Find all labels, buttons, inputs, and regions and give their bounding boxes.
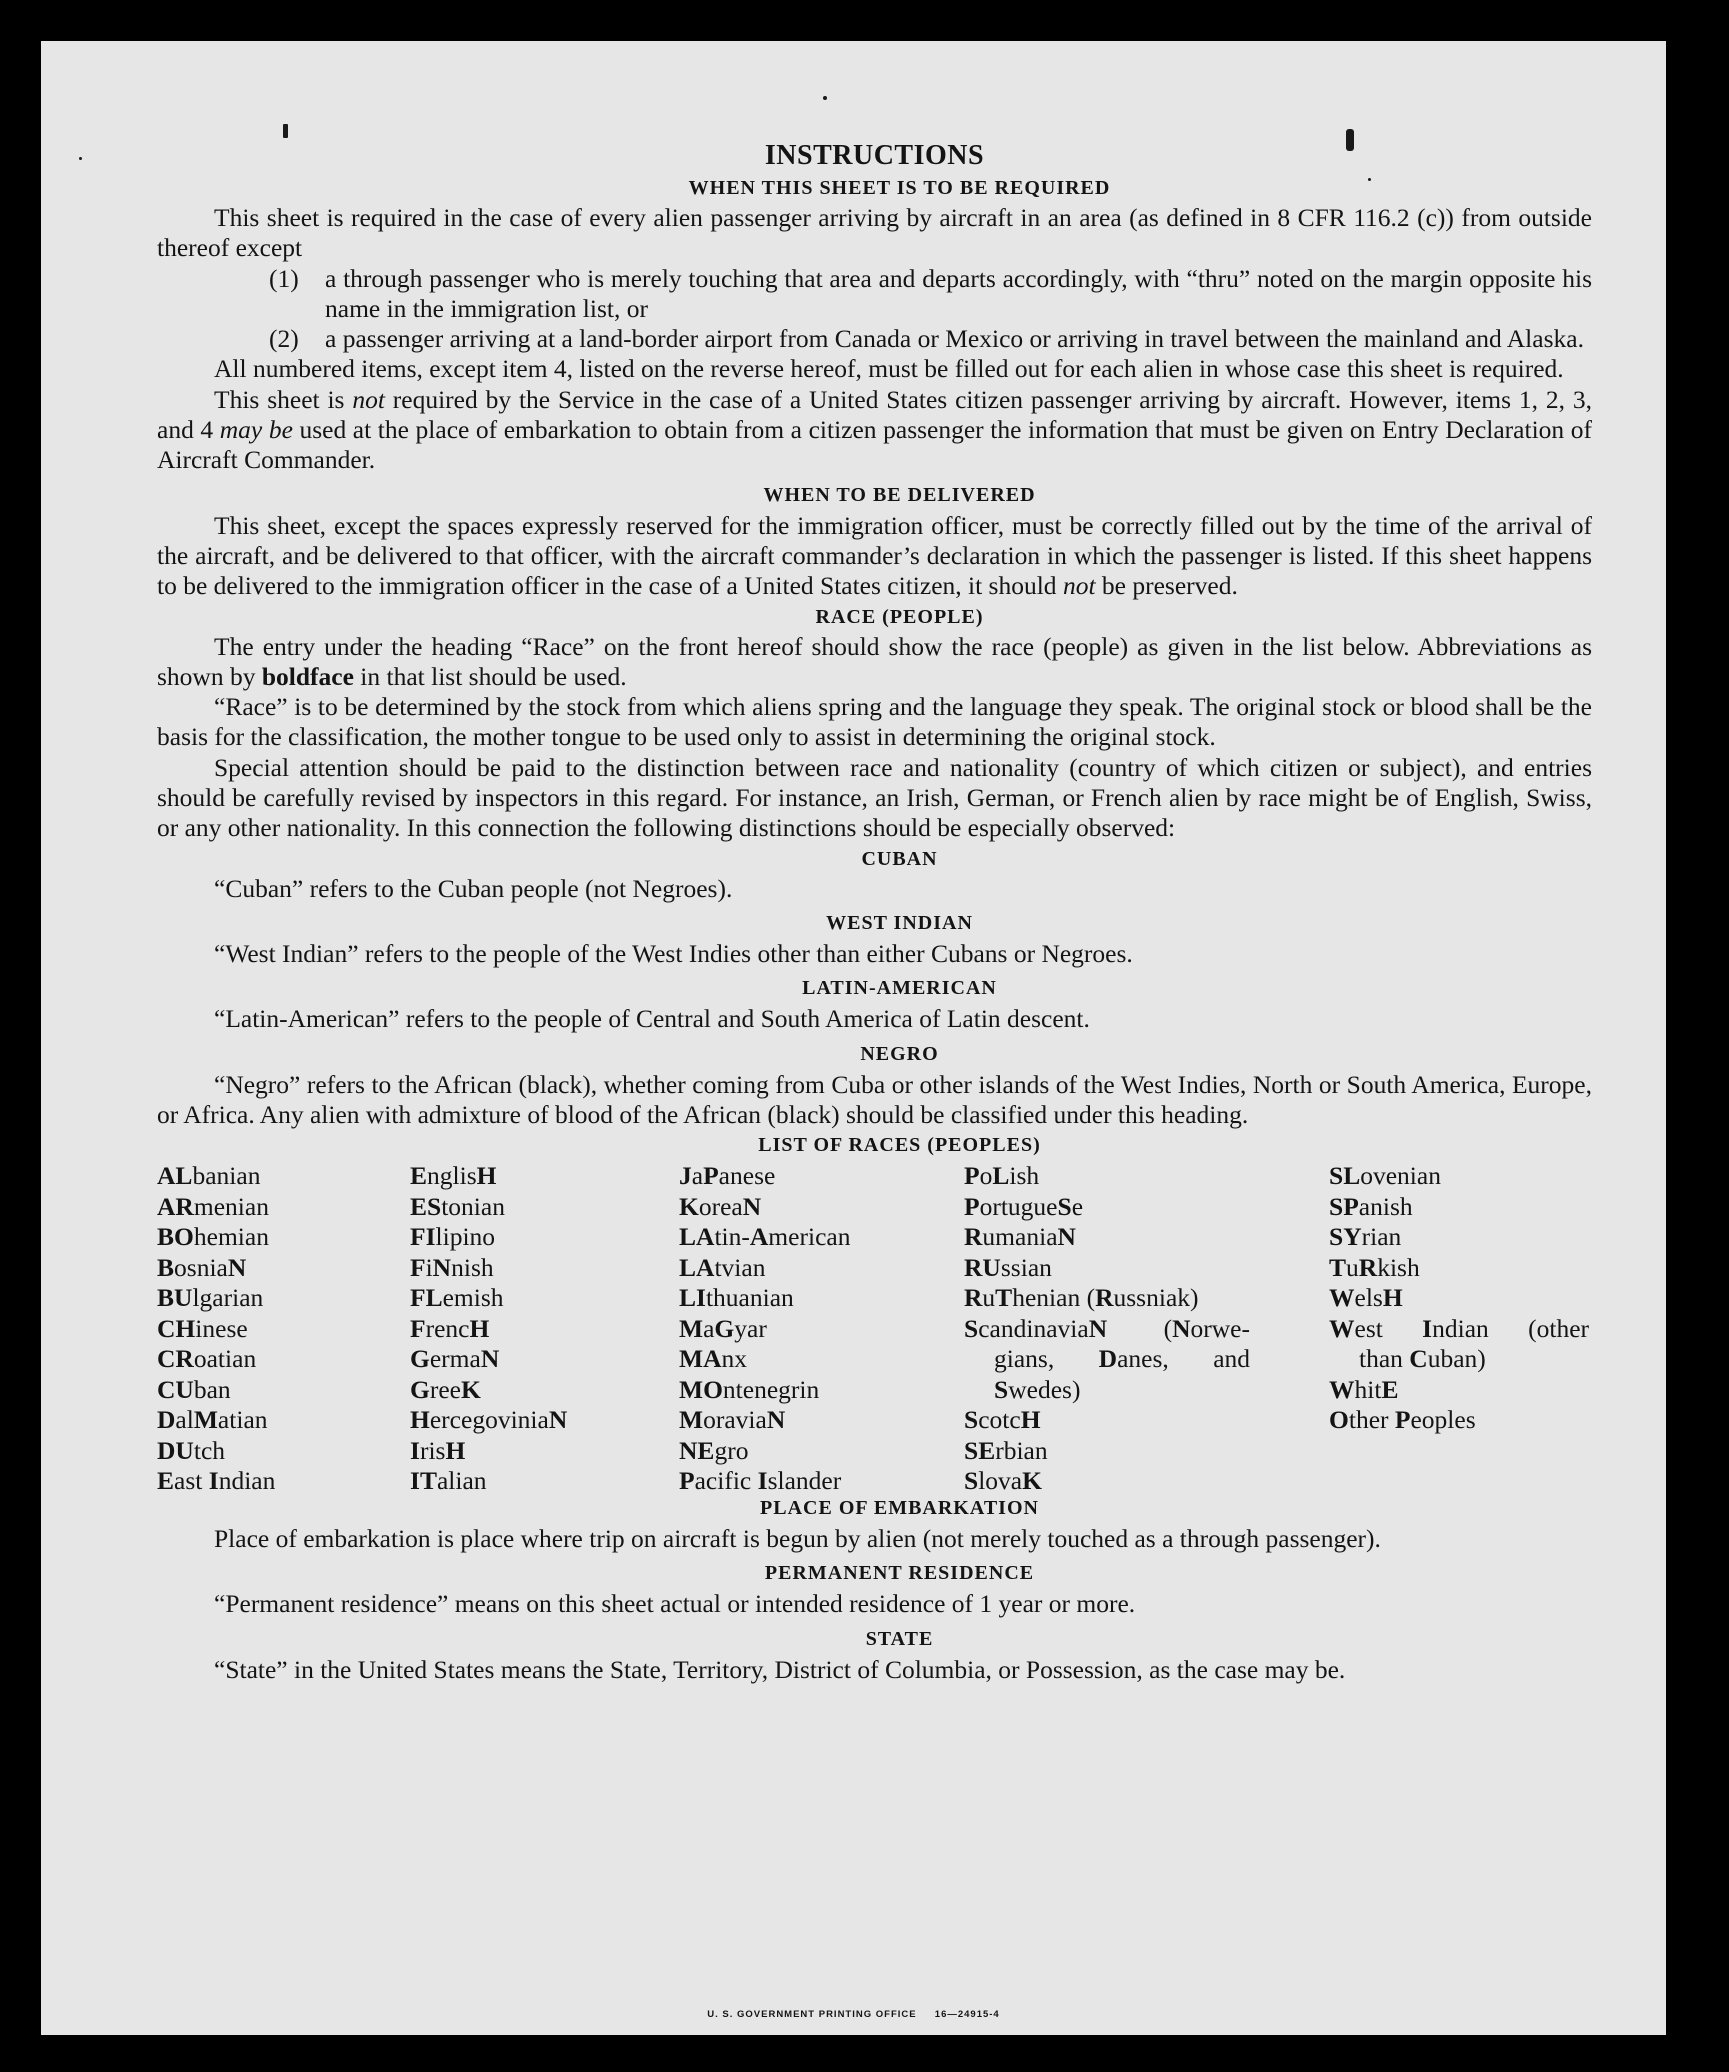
race-entry: SLovenian xyxy=(1329,1161,1441,1191)
paragraph: “Negro” refers to the African (black), whether coming from Cuba or other islands of the West Indies, North or South America, Europe, or Africa. Any alien with admixture of blood of the African (black) should be classified under this heading. xyxy=(157,1069,1592,1129)
race-entry: CUban xyxy=(157,1374,231,1404)
race-entry: CRoatian xyxy=(157,1344,257,1374)
race-entry: SErbian xyxy=(964,1435,1048,1465)
race-entry: JaPanese xyxy=(679,1161,776,1191)
paragraph: “Cuban” refers to the Cuban people (not Negroes). xyxy=(214,873,733,903)
document-page xyxy=(41,41,1666,2035)
section-heading-place-of-embarkation: PLACE OF EMBARKATION xyxy=(760,1497,1039,1520)
race-entry: RUssian xyxy=(964,1252,1052,1282)
race-column xyxy=(1329,1161,1594,1436)
page-title: INSTRUCTIONS xyxy=(764,140,985,171)
section-heading-permanent-residence: PERMANENT RESIDENCE xyxy=(764,1562,1035,1585)
section-heading-state: STATE xyxy=(865,1627,934,1650)
race-entry: MoraviaN xyxy=(679,1405,786,1435)
paragraph: “West Indian” refers to the people of the West Indies other than either Cubans or Negroes. xyxy=(214,938,1133,968)
race-entry: Pacific Islander xyxy=(679,1466,842,1496)
paragraph: All numbered items, except item 4, listed on the reverse hereof, must be filled out for each alien in whose case this sheet is required. xyxy=(214,354,1564,384)
race-entry: BOhemian xyxy=(157,1222,269,1252)
race-entry: SYrian xyxy=(1329,1222,1402,1252)
item-text: a through passenger who is merely touching that area and departs accordingly, with “thru” noted on the margin opposite his name in the immigration list, or xyxy=(325,263,1592,323)
item-number: (1) xyxy=(269,263,299,293)
race-entry-continuation: Swedes) xyxy=(994,1374,1081,1404)
race-entry: BUlgarian xyxy=(157,1283,264,1313)
section-heading-west-indian: WEST INDIAN xyxy=(826,911,973,934)
section-heading-when-required: WHEN THIS SHEET IS TO BE REQUIRED xyxy=(688,177,1111,199)
paragraph: “Permanent residence” means on this sheet actual or intended residence of 1 year or more. xyxy=(214,1589,1136,1619)
list-item xyxy=(157,264,1592,325)
race-entry: DalMatian xyxy=(157,1405,268,1435)
section-heading-latin-american: LATIN-AMERICAN xyxy=(802,977,997,1000)
item-text: a passenger arriving at a land-border airport from Canada or Mexico or arriving in travel between the mainland and Alaska. xyxy=(325,324,1584,354)
paragraph: Special attention should be paid to the distinction between race and nationality (country of which citizen or subject), and entries should be carefully revised by inspectors in this regard. For instance, an Irish, German, or French alien by race might be of English, Swiss, or any other nationality. In this connection the following distinctions should be especially observed: xyxy=(157,752,1592,843)
race-entry: GreeK xyxy=(410,1374,481,1404)
section-heading-list-of-races: LIST OF RACES (PEOPLES) xyxy=(758,1134,1041,1157)
race-entry: BosniaN xyxy=(157,1252,247,1282)
race-entry: West Indian (other xyxy=(1329,1313,1590,1343)
race-entry: LAtvian xyxy=(679,1252,766,1282)
section-heading-negro: NEGRO xyxy=(860,1042,939,1065)
race-column xyxy=(157,1161,275,1497)
paragraph: “State” in the United States means the State, Territory, District of Columbia, or Possession, as the case may be. xyxy=(214,1654,1346,1684)
race-entry: EnglisH xyxy=(410,1161,497,1191)
race-entry: SlovaK xyxy=(964,1466,1042,1496)
paragraph: “Latin-American” refers to the people of Central and South America of Latin descent. xyxy=(214,1004,1090,1034)
race-entry: ScandinaviaN (Norwe- xyxy=(964,1313,1250,1343)
race-entry: PortugueSe xyxy=(964,1191,1084,1221)
race-entry: PoLish xyxy=(964,1161,1040,1191)
race-entry: RuThenian (Russniak) xyxy=(964,1283,1199,1313)
race-entry: FrencH xyxy=(410,1313,490,1343)
section-heading-cuban: CUBAN xyxy=(861,847,938,870)
race-list xyxy=(157,1161,1592,1496)
paragraph: This sheet is required in the case of every alien passenger arriving by aircraft in an area (as defined in 8 CFR 116.2 (c)) from outside thereof except xyxy=(157,203,1592,263)
section-heading-race: RACE (PEOPLE) xyxy=(815,605,984,628)
paragraph: The entry under the heading “Race” on the front hereof should show the race (people) as given in the list below. Abbreviations as shown by boldface in that list should be used. xyxy=(157,631,1592,691)
race-entry: MAnx xyxy=(679,1344,747,1374)
scan-speck xyxy=(79,157,82,160)
race-entry: LIthuanian xyxy=(679,1283,794,1313)
paragraph: This sheet, except the spaces expressly reserved for the immigration officer, must be correctly filled out by the time of the arrival of the aircraft, and be delivered to that officer, with the aircraft commander’s declaration in which the passenger is listed. If this sheet happens to be delivered to the immigration officer in the case of a United States citizen, it should not be preserved. xyxy=(157,510,1592,601)
race-entry: WhitE xyxy=(1329,1374,1399,1404)
scan-speck xyxy=(823,96,827,100)
printer-imprint: U. S. GOVERNMENT PRINTING OFFICE 16—24915-4 xyxy=(707,2009,1000,2020)
race-column xyxy=(679,1161,850,1497)
race-entry-continuation: gians, Danes, and xyxy=(994,1344,1251,1374)
race-entry: ALbanian xyxy=(157,1161,261,1191)
scan-speck xyxy=(283,124,288,138)
list-item xyxy=(157,324,1592,354)
item-number: (2) xyxy=(269,324,299,354)
instructions-body xyxy=(157,139,1592,1685)
race-entry: FIlipino xyxy=(410,1222,496,1252)
race-entry: East Indian xyxy=(157,1466,276,1496)
race-column xyxy=(410,1161,567,1497)
section-heading-when-delivered: WHEN TO BE DELIVERED xyxy=(763,483,1036,506)
race-entry: ScotcH xyxy=(964,1405,1041,1435)
race-entry: CHinese xyxy=(157,1313,248,1343)
race-entry: ARmenian xyxy=(157,1191,269,1221)
race-column xyxy=(964,1161,1254,1497)
race-entry: ITalian xyxy=(410,1466,487,1496)
race-entry: WelsH xyxy=(1329,1283,1403,1313)
race-entry: RumaniaN xyxy=(964,1222,1076,1252)
race-entry: IrisH xyxy=(410,1435,466,1465)
race-entry: LAtin-American xyxy=(679,1222,851,1252)
race-entry: HercegoviniaN xyxy=(410,1405,568,1435)
race-entry: MaGyar xyxy=(679,1313,767,1343)
race-entry: Other Peoples xyxy=(1329,1405,1476,1435)
paragraph: “Race” is to be determined by the stock from which aliens spring and the language they speak. The original stock or blood shall be the basis for the classification, the mother tongue to be used only to assist in determining the original stock. xyxy=(157,692,1592,752)
paragraph: Place of embarkation is place where trip on aircraft is begun by alien (not merely touched as a through passenger). xyxy=(214,1524,1381,1554)
race-entry-continuation: than Cuban) xyxy=(1359,1344,1486,1374)
race-entry: FiNnish xyxy=(410,1252,494,1282)
race-entry: DUtch xyxy=(157,1435,226,1465)
race-entry: NEgro xyxy=(679,1435,749,1465)
paragraph: This sheet is not required by the Service in the case of a United States citizen passenger arriving by aircraft. However, items 1, 2, 3, and 4 may be used at the place of embarkation to obtain from a citizen passenger the information that must be given on Entry Declaration of Aircraft Commander. xyxy=(157,384,1592,475)
race-entry: MOntenegrin xyxy=(679,1374,820,1404)
race-entry: EStonian xyxy=(410,1191,505,1221)
race-entry: KoreaN xyxy=(679,1191,762,1221)
race-entry: SPanish xyxy=(1329,1191,1413,1221)
race-entry: FLemish xyxy=(410,1283,504,1313)
race-entry: TuRkish xyxy=(1329,1252,1420,1282)
race-entry: GermaN xyxy=(410,1344,500,1374)
